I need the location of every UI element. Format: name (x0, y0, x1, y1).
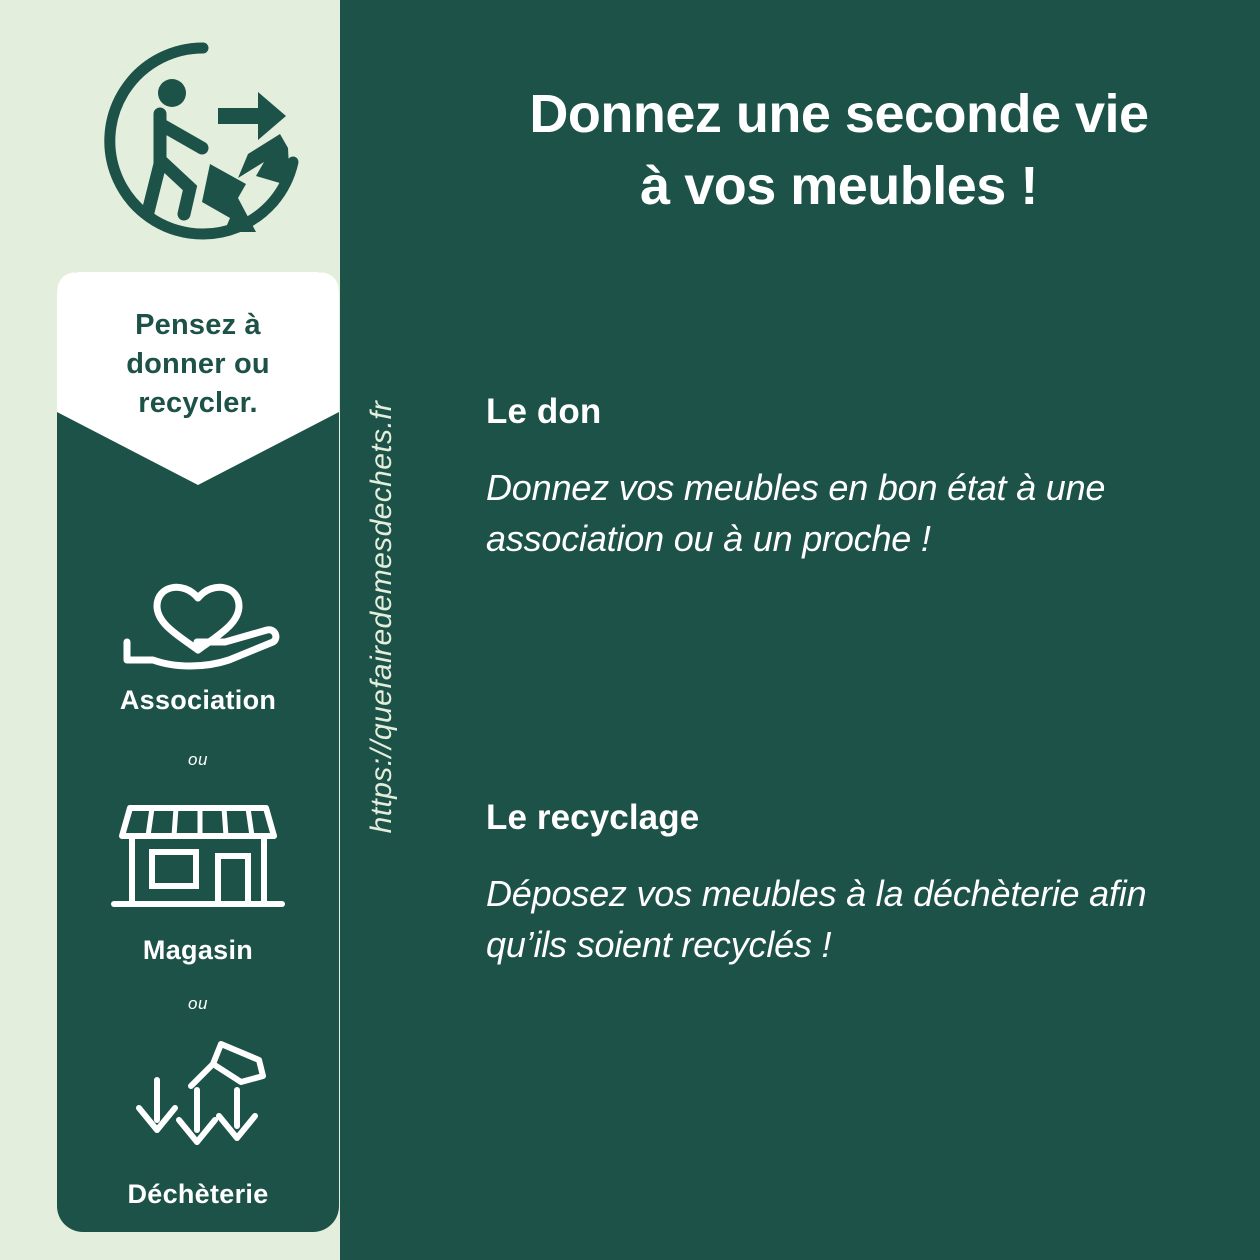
separator-ou-2: ou (188, 994, 208, 1013)
option-association-label: Association (119, 685, 277, 715)
right-panel (418, 0, 1260, 1260)
section-le-recyclage (486, 798, 1206, 970)
section-le-recyclage-title: Le recyclage (486, 798, 700, 837)
headline-line-1: Donnez une seconde vie (529, 84, 1149, 144)
option-association (57, 550, 339, 716)
section-le-don-title: Le don (486, 392, 602, 431)
recycling-center-icon (57, 1034, 339, 1169)
website-url[interactable]: https://quefairedemesdechets.fr (365, 400, 398, 834)
headline-line-2: à vos meubles ! (640, 156, 1038, 217)
advice-line-2: donner ou (126, 348, 270, 381)
advice-banner (57, 272, 339, 485)
option-magasin-label: Magasin (142, 935, 254, 965)
separator-ou-1: ou (188, 750, 208, 769)
left-panel (0, 0, 418, 1260)
section-le-don-body: Donnez vos meubles en bon état à une association ou à un proche ! (486, 467, 1106, 560)
option-dechterie (57, 1034, 339, 1210)
section-le-recyclage-body: Déposez vos meubles à la déchèterie afin qu’ils soient recyclés ! (486, 873, 1147, 966)
url-strip (340, 0, 418, 1260)
advice-line-3: recycler. (138, 387, 258, 420)
section-le-don (486, 392, 1206, 564)
option-dechterie-label: Déchèterie (127, 1179, 269, 1209)
options-column (57, 272, 339, 1232)
advice-banner-text (57, 306, 339, 423)
recycling-person-logo (98, 36, 308, 246)
hand-heart-icon (57, 550, 339, 675)
advice-line-1: Pensez à (135, 309, 261, 341)
shop-icon (57, 800, 339, 925)
page-title (418, 78, 1260, 223)
option-magasin (57, 800, 339, 966)
